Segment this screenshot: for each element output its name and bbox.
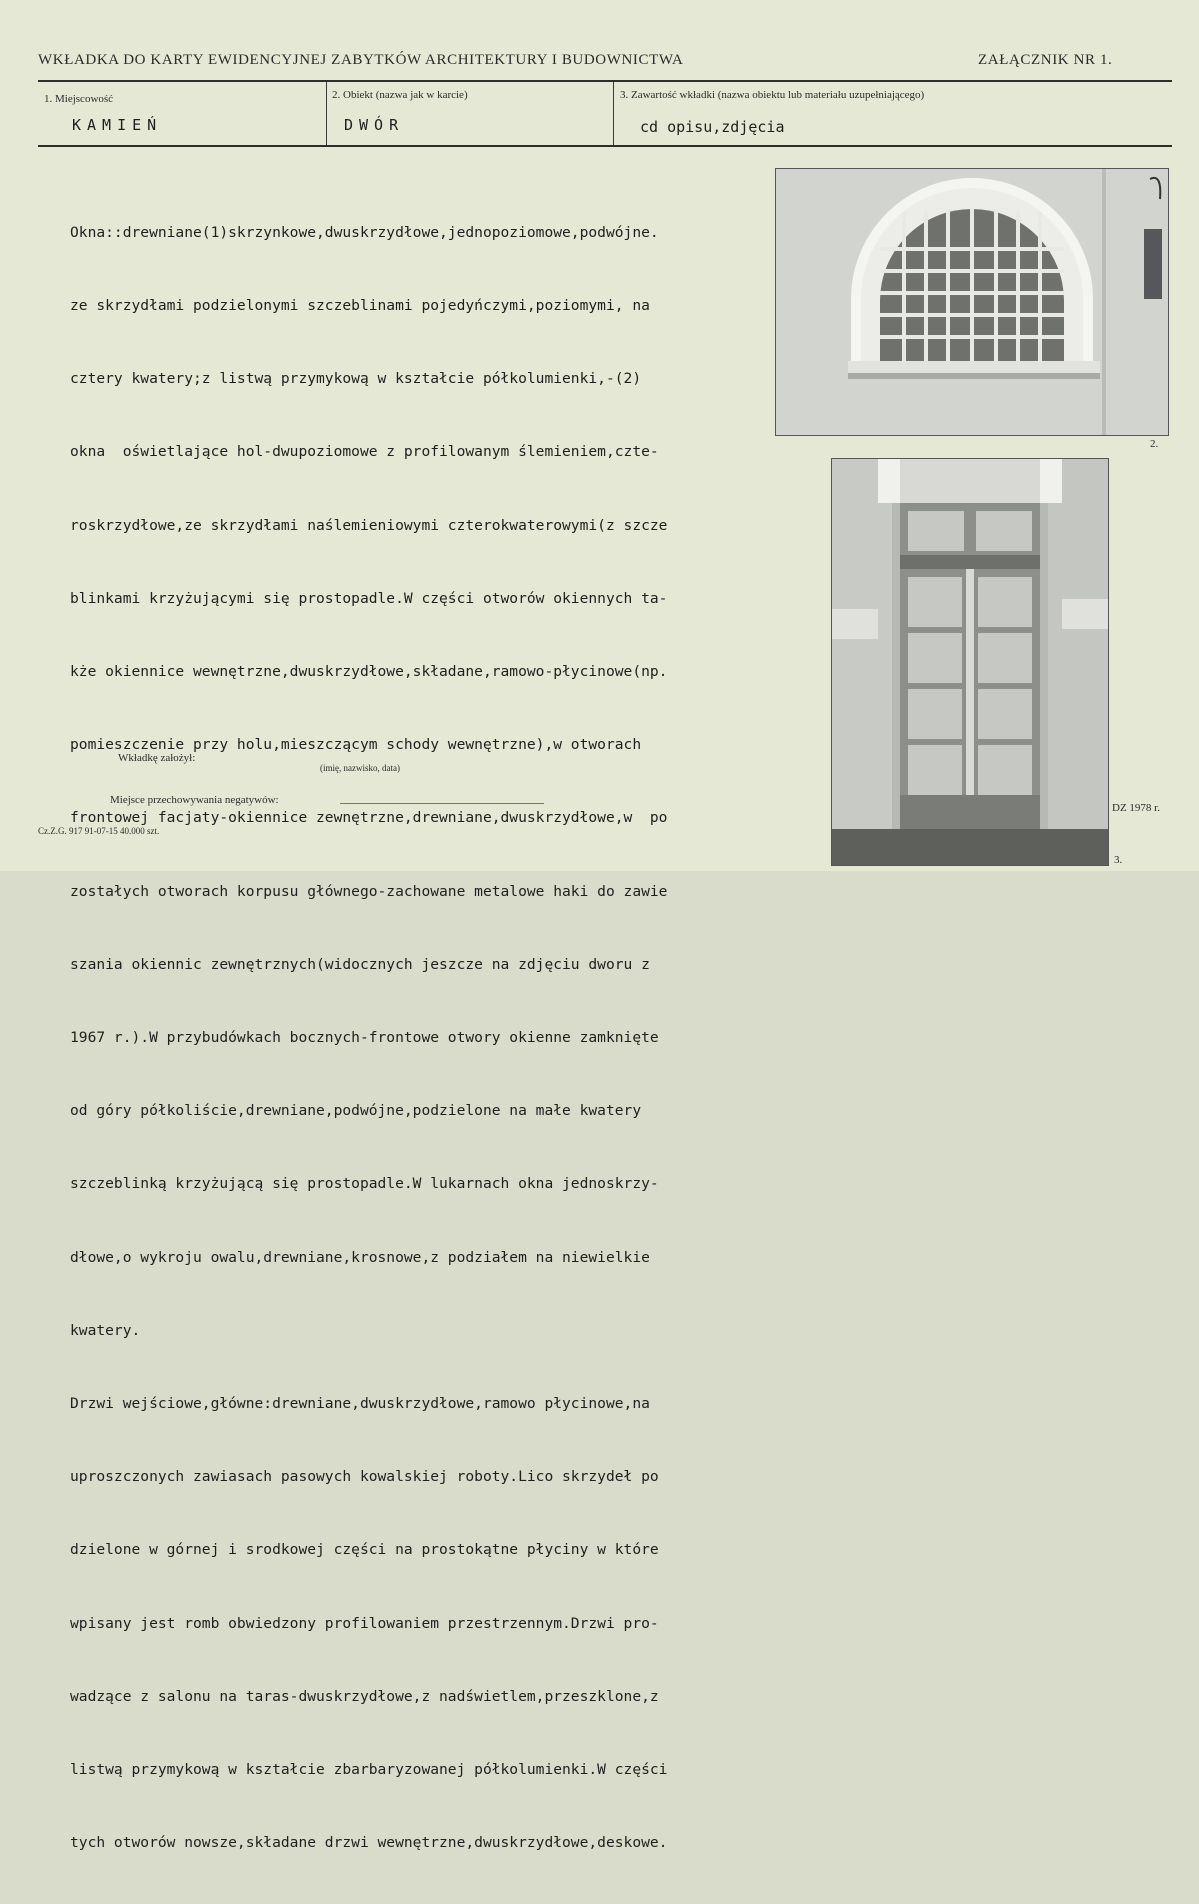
header-rule-bottom (38, 145, 1172, 147)
header-rule-top (38, 80, 1172, 82)
description-line: dzielone w górnej i srodkowej części na prostokątne płyciny w które (70, 1541, 659, 1559)
description-line: od góry półkoliście,drewniane,podwójne,podzielone na małe kwatery (70, 1102, 642, 1120)
attachment-number: ZAŁĄCZNIK NR 1. (978, 52, 1113, 68)
card-title: WKŁADKA DO KARTY EWIDENCYJNEJ ZABYTKÓW ARCHITEKTURY I BUDOWNICTWA (38, 52, 684, 68)
terrace-door-image (832, 459, 1108, 865)
inserted-by-hint: (imię, nazwisko, data) (320, 763, 400, 773)
description-line: kwatery. (70, 1321, 141, 1339)
photo2-number: 3. (1114, 854, 1123, 866)
content-label: 3. Zawartość wkładki (nazwa obiektu lub materiału uzupełniającego) (620, 89, 925, 101)
description-line: Okna::drewniane(1)skrzynkowe,dwuskrzydłowe,jednopoziomowe,podwójne. (70, 223, 659, 241)
object-value: DWÓR (344, 116, 405, 134)
inserted-by-label: Wkładkę założył: (118, 752, 196, 764)
locality-value: KAMIEŃ (72, 116, 163, 134)
description-line: 1967 r.).W przybudówkach bocznych-frontowe otwory okienne zamknięte (70, 1029, 659, 1047)
description-line: roskrzydłowe,ze skrzydłami naślemieniowymi czterokwaterowymi(z szcze (70, 516, 668, 534)
description-line: Drzwi wejściowe,główne:drewniane,dwuskrzydłowe,ramowo płycinowe,na (70, 1395, 650, 1413)
photo-terrace-door (831, 458, 1109, 866)
description-line: kże okiennice wewnętrzne,dwuskrzydłowe,składane,ramowo-płycinowe(np. (70, 663, 668, 681)
description-line: uproszczonych zawiasach pasowych kowalskiej roboty.Lico skrzydeł po (70, 1468, 659, 1486)
object-label: 2. Obiekt (nazwa jak w karcie) (332, 89, 468, 101)
description-line: wadzące z salonu na taras-dwuskrzydłowe,z nadświetlem,przeszklone,z (70, 1687, 659, 1705)
content-value: cd opisu,zdjęcia (640, 118, 785, 136)
locality-label: 1. Miejscowość (44, 93, 114, 105)
description-line: wpisany jest romb obwiedzony profilowaniem przestrzennym.Drzwi pro- (70, 1614, 659, 1632)
dz-stamp: DZ 1978 r. (1112, 802, 1160, 814)
print-code: Cz.Z.G. 917 91-07-15 40.000 szt. (38, 826, 160, 836)
description-line: listwą przymykową w kształcie zbarbaryzowanej półkolumienki.W części (70, 1761, 668, 1779)
description-line: cztery kwatery;z listwą przymykową w kształcie półkolumienki,-(2) (70, 370, 642, 388)
description-line: blinkami krzyżującymi się prostopadle.W części otworów okiennych ta- (70, 589, 668, 607)
description-line: ze skrzydłami podzielonymi szczeblinami pojedyńczymi,poziomymi, na (70, 297, 650, 315)
photo1-number: 2. (1150, 438, 1159, 450)
description-line: szczeblinką krzyżującą się prostopadle.W lukarnach okna jednoskrzy- (70, 1175, 659, 1193)
photo-arched-window (775, 168, 1169, 436)
arched-window-image (776, 169, 1168, 435)
description-line: pomieszczenie przy holu,mieszczącym schody wewnętrzne),w otworach (70, 736, 642, 754)
description-text (70, 172, 770, 1904)
field-divider-1 (326, 82, 327, 146)
description-line: dłowe,o wykroju owalu,drewniane,krosnowe,z podziałem na niewielkie (70, 1248, 650, 1266)
field-divider-2 (613, 82, 614, 146)
description-line: frontowej facjaty-okiennice zewnętrzne,drewniane,dwuskrzydłowe,w po (70, 809, 668, 827)
description-line: okna oświetlające hol-dwupoziomowe z profilowanym ślemieniem,czte- (70, 443, 659, 461)
description-line: zostałych otworach korpusu głównego-zachowane metalowe haki do zawie (70, 882, 668, 900)
negatives-label: Miejsce przechowywania negatywów: (110, 794, 279, 806)
negatives-dotted-line (340, 803, 544, 804)
description-line: szania okiennic zewnętrznych(widocznych jeszcze na zdjęciu dworu z (70, 955, 650, 973)
description-line: tych otworów nowsze,składane drzwi wewnętrzne,dwuskrzydłowe,deskowe. (70, 1834, 668, 1852)
